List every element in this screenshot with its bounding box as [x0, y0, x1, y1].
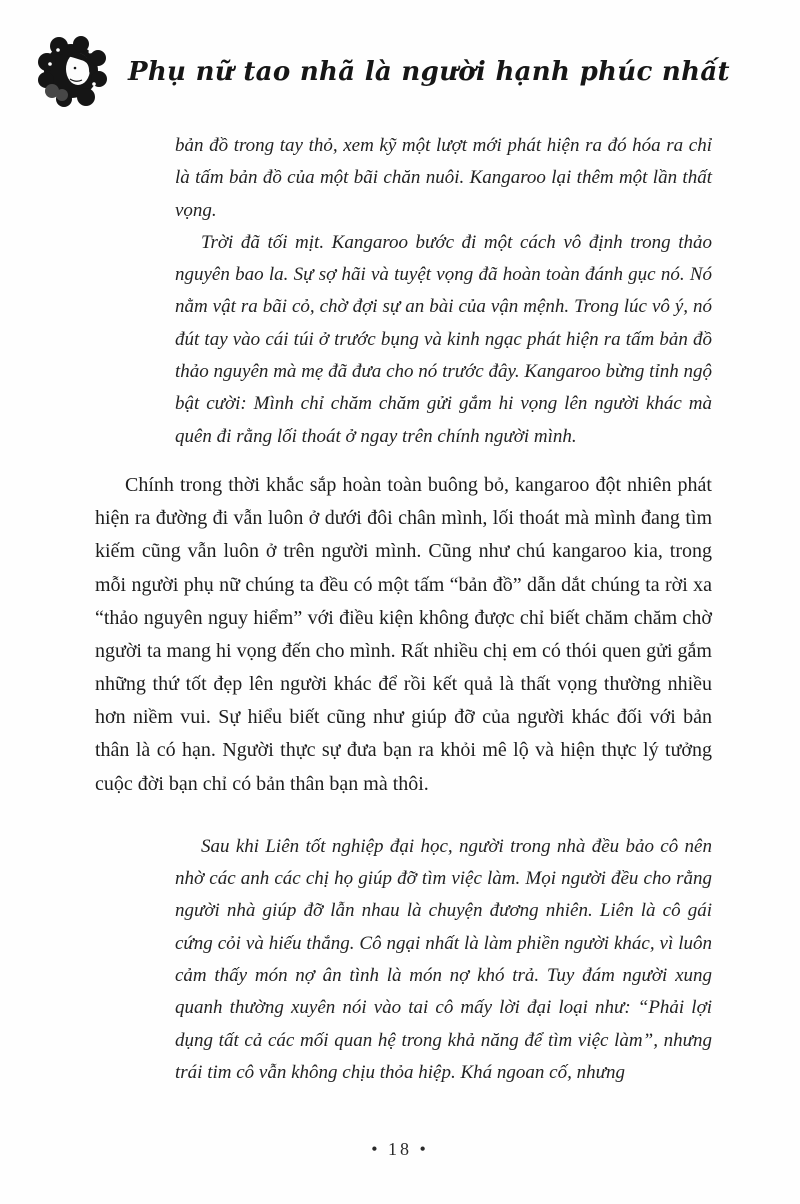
commentary-paragraph: Chính trong thời khắc sắp hoàn toàn buông bỏ, kangaroo đột nhiên phát hiện ra đường đi vẫn luôn ở dưới đôi chân mình, lối thoát mà mình đang tìm kiếm cũng vẫn luôn ở trên người mình. Cũng như chú kangaroo kia, trong mỗi người phụ nữ chúng ta đều có một tấm “bản đồ” dẫn dắt chúng ta rời xa “thảo nguyên nguy hiểm” với điều kiện không được chỉ biết chăm chăm chờ người ta mang hi vọng đến cho mình. Rất nhiều chị em có thói quen gửi gắm những thứ tốt đẹp lên người khác để rồi kết quả là thất vọng thường nhiều hơn niềm vui. Sự hiểu biết cũng như giúp đỡ của người khác đối với bản thân là có hạn. Người thực sự đưa bạn ra khỏi mê lộ và hiện thực lý tưởng cuộc đời bạn chỉ có bản thân bạn mà thôi. — [95, 473, 712, 795]
flower-face-ornament-icon — [34, 34, 110, 110]
story-excerpt-kangaroo — [175, 130, 712, 453]
page-number: • 18 • — [371, 1139, 429, 1159]
story-paragraph: Sau khi Liên tốt nghiệp đại học, người trong nhà đều bảo cô nên nhờ các anh các chị họ giúp đỡ tìm việc làm. Mọi người đều cho rằng người nhà giúp đỡ lẫn nhau là chuyện đương nhiên. Liên là cô gái cứng cỏi và hiếu thắng. Cô ngại nhất là làm phiền người khác, vì luôn cảm thấy món nợ ân tình là món nợ khó trả. Tuy đám người xung quanh thường xuyên nói vào tai cô mấy lời đại loại như: “Phải lợi dụng tất cả các mối quan hệ trong khả năng để tìm việc làm”, nhưng trái tim cô vẫn không chịu thỏa hiệp. Khá ngoan cố, nhưng — [175, 835, 712, 1083]
page-footer — [0, 1139, 800, 1160]
book-title: Phụ nữ tao nhã là người hạnh phúc nhất — [128, 57, 730, 87]
story-paragraph: bản đồ trong tay thỏ, xem kỹ một lượt mới phát hiện ra đó hóa ra chỉ là tấm bản đồ của một bãi chăn nuôi. Kangaroo lại thêm một lần thất vọng. — [175, 135, 712, 221]
story-paragraph: Trời đã tối mịt. Kangaroo bước đi một cách vô định trong thảo nguyên bao la. Sự sợ hãi và tuyệt vọng đã hoàn toàn đánh gục nó. Nó nằm vật ra bãi cỏ, chờ đợi sự an bài của vận mệnh. Trong lúc vô ý, nó đút tay vào cái túi ở trước bụng và kinh ngạc phát hiện ra tấm bản đồ thảo nguyên mà mẹ đã đưa cho nó trước đây. Kangaroo bừng tỉnh ngộ bật cười: Mình chỉ chăm chăm gửi gắm hi vọng lên người khác mà quên đi rằng lối thoát ở ngay trên chính người mình. — [175, 231, 712, 447]
story-excerpt-lien — [175, 831, 712, 1089]
page-content — [0, 110, 800, 1089]
page-header — [0, 0, 800, 110]
